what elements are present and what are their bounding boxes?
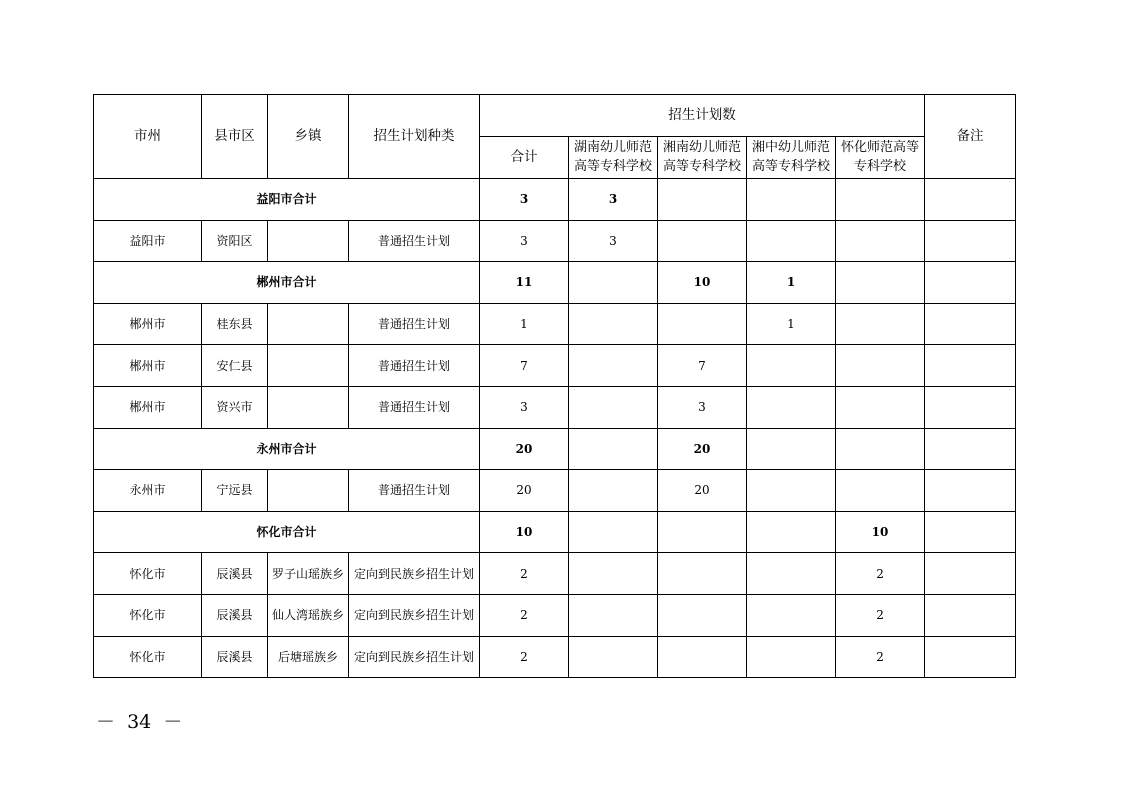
subtotal-row (94, 262, 1016, 304)
plan-type-cell: 定向到民族乡招生计划 (349, 553, 480, 595)
school-1-cell: 3 (569, 220, 658, 262)
header-town: 乡镇 (268, 95, 349, 179)
table-row (94, 220, 1016, 262)
school-3-cell (747, 386, 836, 428)
town-cell: 后塘瑶族乡 (268, 636, 349, 678)
school-2-cell (658, 303, 747, 345)
school-2-cell: 3 (658, 386, 747, 428)
town-cell (268, 386, 349, 428)
remark-cell (925, 470, 1016, 512)
remark-cell (925, 594, 1016, 636)
enrollment-plan-table (93, 94, 1016, 678)
school-2-cell (658, 179, 747, 221)
school-4-cell (836, 262, 925, 304)
school-2-cell (658, 594, 747, 636)
total-cell: 20 (480, 470, 569, 512)
school-1-cell (569, 386, 658, 428)
plan-type-cell: 普通招生计划 (349, 303, 480, 345)
remark-cell (925, 428, 1016, 470)
plan-type-cell: 普通招生计划 (349, 470, 480, 512)
town-cell (268, 470, 349, 512)
school-3-cell (747, 511, 836, 553)
plan-type-cell: 定向到民族乡招生计划 (349, 594, 480, 636)
total-cell: 3 (480, 386, 569, 428)
total-cell: 2 (480, 594, 569, 636)
total-cell: 3 (480, 220, 569, 262)
school-1-cell (569, 303, 658, 345)
school-4-cell (836, 179, 925, 221)
subtotal-label-cell: 怀化市合计 (94, 511, 480, 553)
total-cell: 2 (480, 636, 569, 678)
table-row (94, 345, 1016, 387)
city-cell: 郴州市 (94, 345, 202, 387)
town-cell (268, 220, 349, 262)
header-remarks: 备注 (925, 95, 1016, 179)
total-cell: 7 (480, 345, 569, 387)
school-1-cell (569, 553, 658, 595)
total-cell: 20 (480, 428, 569, 470)
school-2-cell: 20 (658, 428, 747, 470)
school-1-cell (569, 345, 658, 387)
school-1-cell: 3 (569, 179, 658, 221)
school-3-cell (747, 179, 836, 221)
school-2-cell (658, 636, 747, 678)
town-cell: 罗子山瑶族乡 (268, 553, 349, 595)
school-4-cell: 10 (836, 511, 925, 553)
city-cell: 郴州市 (94, 386, 202, 428)
school-1-cell (569, 594, 658, 636)
plan-type-cell: 普通招生计划 (349, 220, 480, 262)
remark-cell (925, 386, 1016, 428)
table-row (94, 386, 1016, 428)
school-1-cell (569, 636, 658, 678)
county-cell: 安仁县 (202, 345, 268, 387)
subtotal-row (94, 428, 1016, 470)
header-school-2: 湘南幼儿师范高等专科学校 (658, 137, 747, 179)
town-cell (268, 345, 349, 387)
header-plan-type: 招生计划种类 (349, 95, 480, 179)
header-total: 合计 (480, 137, 569, 179)
page-number: － 34 － (96, 711, 183, 733)
table-body (94, 179, 1016, 678)
school-4-cell (836, 303, 925, 345)
city-cell: 怀化市 (94, 636, 202, 678)
plan-type-cell: 定向到民族乡招生计划 (349, 636, 480, 678)
school-4-cell (836, 386, 925, 428)
total-cell: 10 (480, 511, 569, 553)
remark-cell (925, 636, 1016, 678)
remark-cell (925, 262, 1016, 304)
town-cell (268, 303, 349, 345)
school-3-cell (747, 345, 836, 387)
school-4-cell: 2 (836, 553, 925, 595)
plan-type-cell: 普通招生计划 (349, 345, 480, 387)
school-3-cell (747, 553, 836, 595)
table-row (94, 470, 1016, 512)
table-row (94, 594, 1016, 636)
school-3-cell (747, 470, 836, 512)
remark-cell (925, 511, 1016, 553)
county-cell: 辰溪县 (202, 594, 268, 636)
table-row (94, 553, 1016, 595)
total-cell: 1 (480, 303, 569, 345)
city-cell: 郴州市 (94, 303, 202, 345)
county-cell: 辰溪县 (202, 553, 268, 595)
total-cell: 11 (480, 262, 569, 304)
subtotal-label-cell: 益阳市合计 (94, 179, 480, 221)
school-3-cell (747, 594, 836, 636)
school-3-cell (747, 636, 836, 678)
city-cell: 永州市 (94, 470, 202, 512)
school-4-cell (836, 220, 925, 262)
total-cell: 3 (480, 179, 569, 221)
subtotal-row (94, 511, 1016, 553)
remark-cell (925, 303, 1016, 345)
subtotal-row (94, 179, 1016, 221)
school-2-cell: 20 (658, 470, 747, 512)
table-row (94, 636, 1016, 678)
school-4-cell: 2 (836, 636, 925, 678)
county-cell: 辰溪县 (202, 636, 268, 678)
subtotal-label-cell: 永州市合计 (94, 428, 480, 470)
remark-cell (925, 179, 1016, 221)
header-city: 市州 (94, 95, 202, 179)
school-2-cell: 7 (658, 345, 747, 387)
county-cell: 资兴市 (202, 386, 268, 428)
school-1-cell (569, 511, 658, 553)
city-cell: 益阳市 (94, 220, 202, 262)
plan-type-cell: 普通招生计划 (349, 386, 480, 428)
school-3-cell: 1 (747, 303, 836, 345)
county-cell: 桂东县 (202, 303, 268, 345)
school-2-cell (658, 511, 747, 553)
county-cell: 资阳区 (202, 220, 268, 262)
school-2-cell (658, 553, 747, 595)
school-3-cell (747, 220, 836, 262)
town-cell: 仙人湾瑶族乡 (268, 594, 349, 636)
school-4-cell (836, 428, 925, 470)
header-school-4: 怀化师范高等专科学校 (836, 137, 925, 179)
remark-cell (925, 553, 1016, 595)
school-4-cell: 2 (836, 594, 925, 636)
school-1-cell (569, 262, 658, 304)
table-row (94, 303, 1016, 345)
school-1-cell (569, 470, 658, 512)
school-2-cell (658, 220, 747, 262)
school-4-cell (836, 345, 925, 387)
city-cell: 怀化市 (94, 553, 202, 595)
school-3-cell (747, 428, 836, 470)
school-4-cell (836, 470, 925, 512)
school-1-cell (569, 428, 658, 470)
county-cell: 宁远县 (202, 470, 268, 512)
city-cell: 怀化市 (94, 594, 202, 636)
header-school-1: 湖南幼儿师范高等专科学校 (569, 137, 658, 179)
remark-cell (925, 345, 1016, 387)
subtotal-label-cell: 郴州市合计 (94, 262, 480, 304)
school-2-cell: 10 (658, 262, 747, 304)
school-3-cell: 1 (747, 262, 836, 304)
header-plan-count: 招生计划数 (480, 95, 925, 137)
header-school-3: 湘中幼儿师范高等专科学校 (747, 137, 836, 179)
remark-cell (925, 220, 1016, 262)
header-county: 县市区 (202, 95, 268, 179)
total-cell: 2 (480, 553, 569, 595)
